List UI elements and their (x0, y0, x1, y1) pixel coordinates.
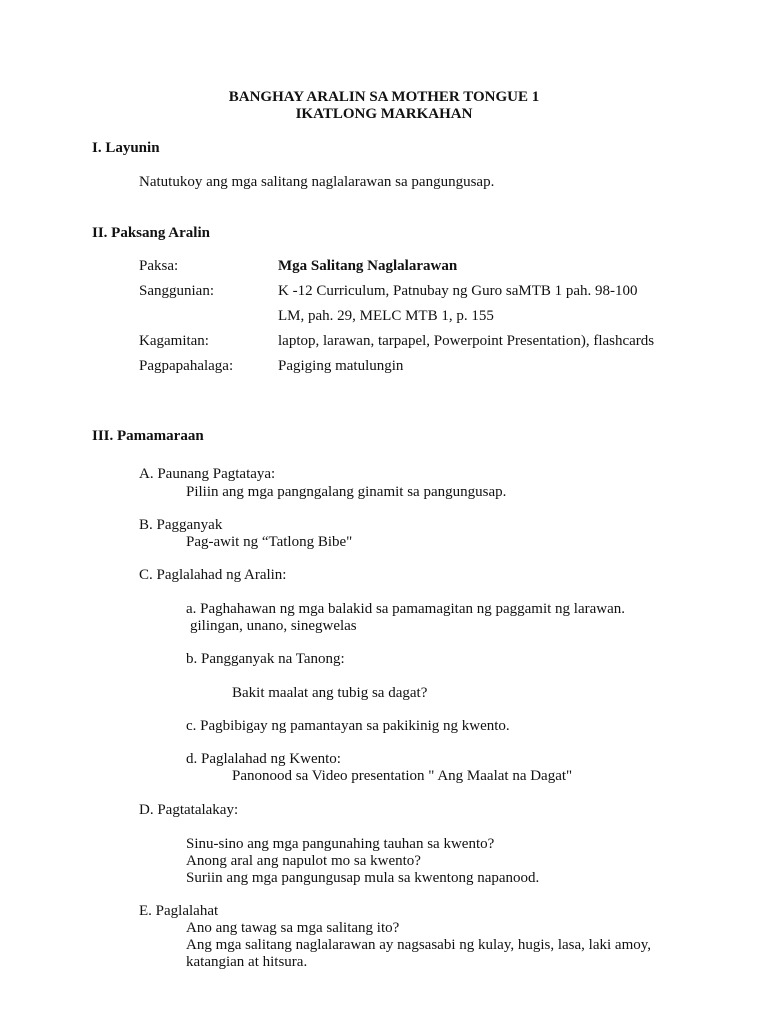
pagpapahalaga-label: Pagpapahalaga: (139, 358, 234, 374)
step-a-text: Piliin ang mga pangngalang ginamit sa pangungusap. (186, 484, 507, 500)
step-e-line-1: Ano ang tawag sa mga salitang ito? (186, 920, 400, 936)
pagpapahalaga-value: Pagiging matulungin (278, 358, 404, 374)
kagamitan-label: Kagamitan: (139, 333, 209, 349)
step-c-sub-d-text: Panonood sa Video presentation " Ang Maalat na Dagat" (232, 768, 573, 784)
step-a-label: A. Paunang Pagtataya: (139, 466, 276, 482)
sanggunian-value-cont: LM, pah. 29, MELC MTB 1, p. 155 (278, 308, 494, 324)
step-c-sub-b-question: Bakit maalat ang tubig sa dagat? (232, 685, 428, 701)
step-d-label: D. Pagtatalakay: (139, 802, 239, 818)
step-e-line-2: Ang mga salitang naglalarawan ay nagsasabi ng kulay, hugis, lasa, laki amoy, (186, 937, 652, 953)
objective-text: Natutukoy ang mga salitang naglalarawan sa pangungusap. (139, 174, 495, 190)
sanggunian-label: Sanggunian: (139, 283, 214, 299)
step-e-line-3: katangian at hitsura. (186, 954, 308, 970)
step-b-text: Pag-awit ng “Tatlong Bibe" (186, 534, 353, 550)
section-heading-pamamaraan: III. Pamamaraan (92, 428, 204, 444)
sanggunian-value: K -12 Curriculum, Patnubay ng Guro saMTB 1 pah. 98-100 (278, 283, 638, 299)
document-subtitle: IKATLONG MARKAHAN (295, 106, 473, 122)
step-c-sub-b: b. Pangganyak na Tanong: (186, 651, 345, 667)
document-title: BANGHAY ARALIN SA MOTHER TONGUE 1 (228, 89, 540, 105)
step-c-sub-d: d. Paglalahad ng Kwento: (186, 751, 341, 767)
step-d-question-1: Sinu-sino ang mga pangunahing tauhan sa kwento? (186, 836, 495, 852)
section-heading-layunin: I. Layunin (92, 140, 160, 156)
step-d-question-3: Suriin ang mga pangungusap mula sa kwentong napanood. (186, 870, 540, 886)
step-c-sub-c: c. Pagbibigay ng pamantayan sa pakikinig ng kwento. (186, 718, 510, 734)
kagamitan-value: laptop, larawan, tarpapel, Powerpoint Presentation), flashcards (278, 333, 655, 349)
paksa-value: Mga Salitang Naglalarawan (278, 258, 458, 274)
step-b-label: B. Pagganyak (139, 517, 223, 533)
step-c-sub-a: a. Paghahawan ng mga balakid sa pamamagitan ng paggamit ng larawan. (186, 601, 626, 617)
step-d-question-2: Anong aral ang napulot mo sa kwento? (186, 853, 421, 869)
paksa-label: Paksa: (139, 258, 179, 274)
step-c-label: C. Paglalahad ng Aralin: (139, 567, 287, 583)
step-e-label: E. Paglalahat (139, 903, 219, 919)
step-c-sub-a-words: gilingan, unano, sinegwelas (190, 618, 357, 634)
section-heading-paksang-aralin: II. Paksang Aralin (92, 225, 210, 241)
